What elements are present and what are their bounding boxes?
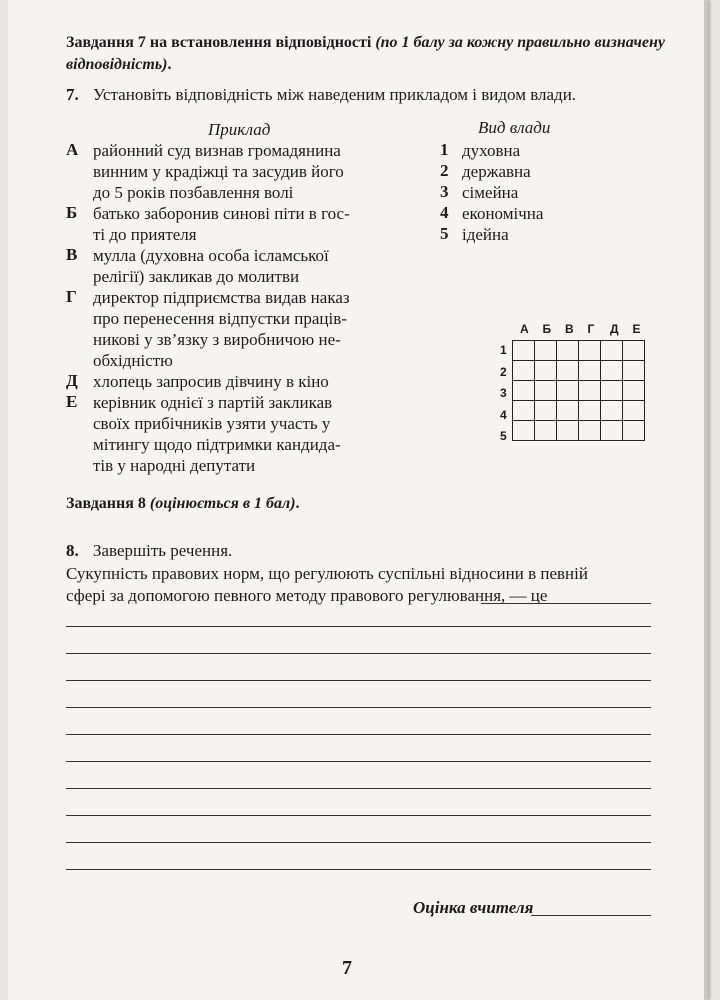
power-label: сімейна: [462, 183, 519, 202]
answer-line[interactable]: [66, 761, 651, 762]
task8-sentence-line2: сфері за допомогою певного методу правового регулювання, — це: [66, 586, 548, 605]
grid-cell[interactable]: [601, 401, 623, 421]
answer-line[interactable]: [66, 626, 651, 627]
grid-cell[interactable]: [579, 341, 601, 361]
column-header-power: Вид влади: [478, 118, 551, 137]
task7-header-points: (по 1 балу за кожну правильно визначену відповідність): [66, 34, 665, 73]
power-number: 3: [440, 182, 449, 201]
power-number: 2: [440, 161, 449, 180]
task8-header-points: (оцінюється в 1 бал): [149, 495, 296, 512]
page-edge-shadow: [704, 0, 708, 1000]
grid-column-header: А: [520, 322, 529, 336]
grid-cell[interactable]: [601, 381, 623, 401]
task8-header-period: .: [295, 495, 300, 512]
task8-header: [66, 493, 300, 515]
grid-cell[interactable]: [601, 421, 623, 441]
task8-header-title: Завдання 8: [66, 495, 146, 512]
example-letter: Б: [66, 203, 78, 222]
power-number: 5: [440, 224, 449, 243]
grid-cell[interactable]: [513, 421, 535, 441]
grid-cell[interactable]: [513, 381, 535, 401]
example-text-line: мулла (духовна особа ісламської: [93, 246, 329, 265]
teacher-grade: [413, 898, 533, 918]
task7-question-number: 7.: [66, 85, 79, 104]
grid-column-header: В: [565, 322, 574, 336]
grid-cell[interactable]: [513, 361, 535, 381]
grid-cell[interactable]: [513, 401, 535, 421]
grid-row-number: 3: [500, 386, 507, 400]
grid-cell[interactable]: [623, 361, 645, 381]
grid-cell[interactable]: [557, 381, 579, 401]
example-letter: Д: [66, 371, 78, 390]
power-number: 4: [440, 203, 449, 222]
answer-line[interactable]: [66, 842, 651, 843]
example-text-line: директор підприємства видав наказ: [93, 288, 350, 307]
answer-line[interactable]: [66, 653, 651, 654]
grid-row-number: 2: [500, 364, 507, 379]
grid-cell[interactable]: [579, 421, 601, 441]
example-letter: Е: [66, 392, 78, 411]
grid-cell[interactable]: [623, 401, 645, 421]
grid-cell[interactable]: [535, 361, 557, 381]
answer-line[interactable]: [66, 869, 651, 870]
answer-line[interactable]: [66, 707, 651, 708]
example-text-line: про перенесення відпустки праців-: [93, 309, 347, 328]
grid-cell[interactable]: [579, 401, 601, 421]
power-label: духовна: [462, 141, 521, 160]
grid-cell[interactable]: [535, 381, 557, 401]
answer-line[interactable]: [66, 815, 651, 816]
example-text-line: своїх прибічників узяти участь у: [93, 414, 331, 433]
example-text-line: обхідністю: [93, 351, 173, 370]
teacher-grade-label: Оцінка вчителя: [413, 898, 534, 917]
grid-cell[interactable]: [557, 341, 579, 361]
example-text-line: керівник однієї з партій закликав: [93, 393, 333, 412]
task7-header-period: .: [167, 56, 172, 73]
grid-row-number: 5: [500, 429, 507, 443]
example-text-line: батько заборонив синові піти в гос-: [93, 204, 350, 223]
grid-cell[interactable]: [601, 341, 623, 361]
grid-cell[interactable]: [579, 381, 601, 401]
grid-column-header: Е: [632, 322, 641, 336]
grid-cell[interactable]: [557, 421, 579, 441]
teacher-grade-line[interactable]: [531, 915, 651, 916]
grid-cell[interactable]: [601, 361, 623, 381]
page-number: 7: [342, 957, 352, 979]
column-header-example: Приклад: [208, 120, 271, 139]
example-text-line: до 5 років позбавлення волі: [93, 183, 294, 202]
example-text-line: районний суд визнав громадянина: [93, 141, 341, 160]
grid-column-header: Д: [610, 322, 619, 336]
example-text-line: хлопець запросив дівчину в кіно: [93, 372, 329, 391]
task7-header-title: Завдання 7 на встановлення відповідності: [66, 34, 372, 51]
grid-column-header: Б: [542, 322, 552, 336]
workbook-page: [8, 0, 708, 1000]
answer-grid-table: [512, 340, 645, 441]
example-text-line: ті до приятеля: [93, 225, 197, 244]
grid-cell[interactable]: [579, 361, 601, 381]
example-text-line: релігії) закликав до молитви: [93, 267, 300, 286]
example-letter: Г: [66, 287, 77, 306]
grid-column-header: Г: [587, 322, 595, 336]
example-text-line: мітингу щодо підтримки кандида-: [93, 435, 341, 454]
example-text-line: тів у народні депутати: [93, 456, 256, 475]
answer-line[interactable]: [66, 680, 651, 681]
answer-line[interactable]: [66, 734, 651, 735]
example-letter: В: [66, 245, 78, 264]
example-text-line: винним у крадіжці та засудив його: [93, 162, 344, 181]
answer-line[interactable]: [66, 788, 651, 789]
task7-header: [66, 32, 666, 76]
power-number: 1: [440, 140, 449, 159]
grid-cell[interactable]: [623, 341, 645, 361]
task8-question-text: Завершіть речення.: [93, 541, 233, 560]
grid-cell[interactable]: [557, 401, 579, 421]
power-label: державна: [462, 162, 531, 181]
grid-row-number: 4: [500, 407, 507, 422]
grid-cell[interactable]: [557, 361, 579, 381]
task7-question: [66, 84, 686, 105]
grid-cell[interactable]: [535, 421, 557, 441]
grid-cell[interactable]: [535, 401, 557, 421]
grid-cell[interactable]: [623, 381, 645, 401]
example-letter: А: [66, 140, 79, 159]
grid-cell[interactable]: [535, 341, 557, 361]
power-label: економічна: [462, 204, 544, 223]
task8-sentence-line1: Сукупність правових норм, що регулюють суспільні відносини в певній: [66, 564, 588, 583]
grid-cell[interactable]: [513, 341, 535, 361]
example-text-line: никові у зв’язку з виробничою не-: [93, 330, 341, 349]
grid-cell[interactable]: [623, 421, 645, 441]
grid-row-number: 1: [500, 343, 507, 357]
task7-question-text: Установіть відповідність між наведеним прикладом і видом влади.: [93, 85, 577, 104]
answer-line[interactable]: [481, 603, 651, 604]
power-label: ідейна: [462, 225, 509, 244]
task8-question-number: 8.: [66, 541, 79, 560]
task8-question: [66, 540, 232, 561]
